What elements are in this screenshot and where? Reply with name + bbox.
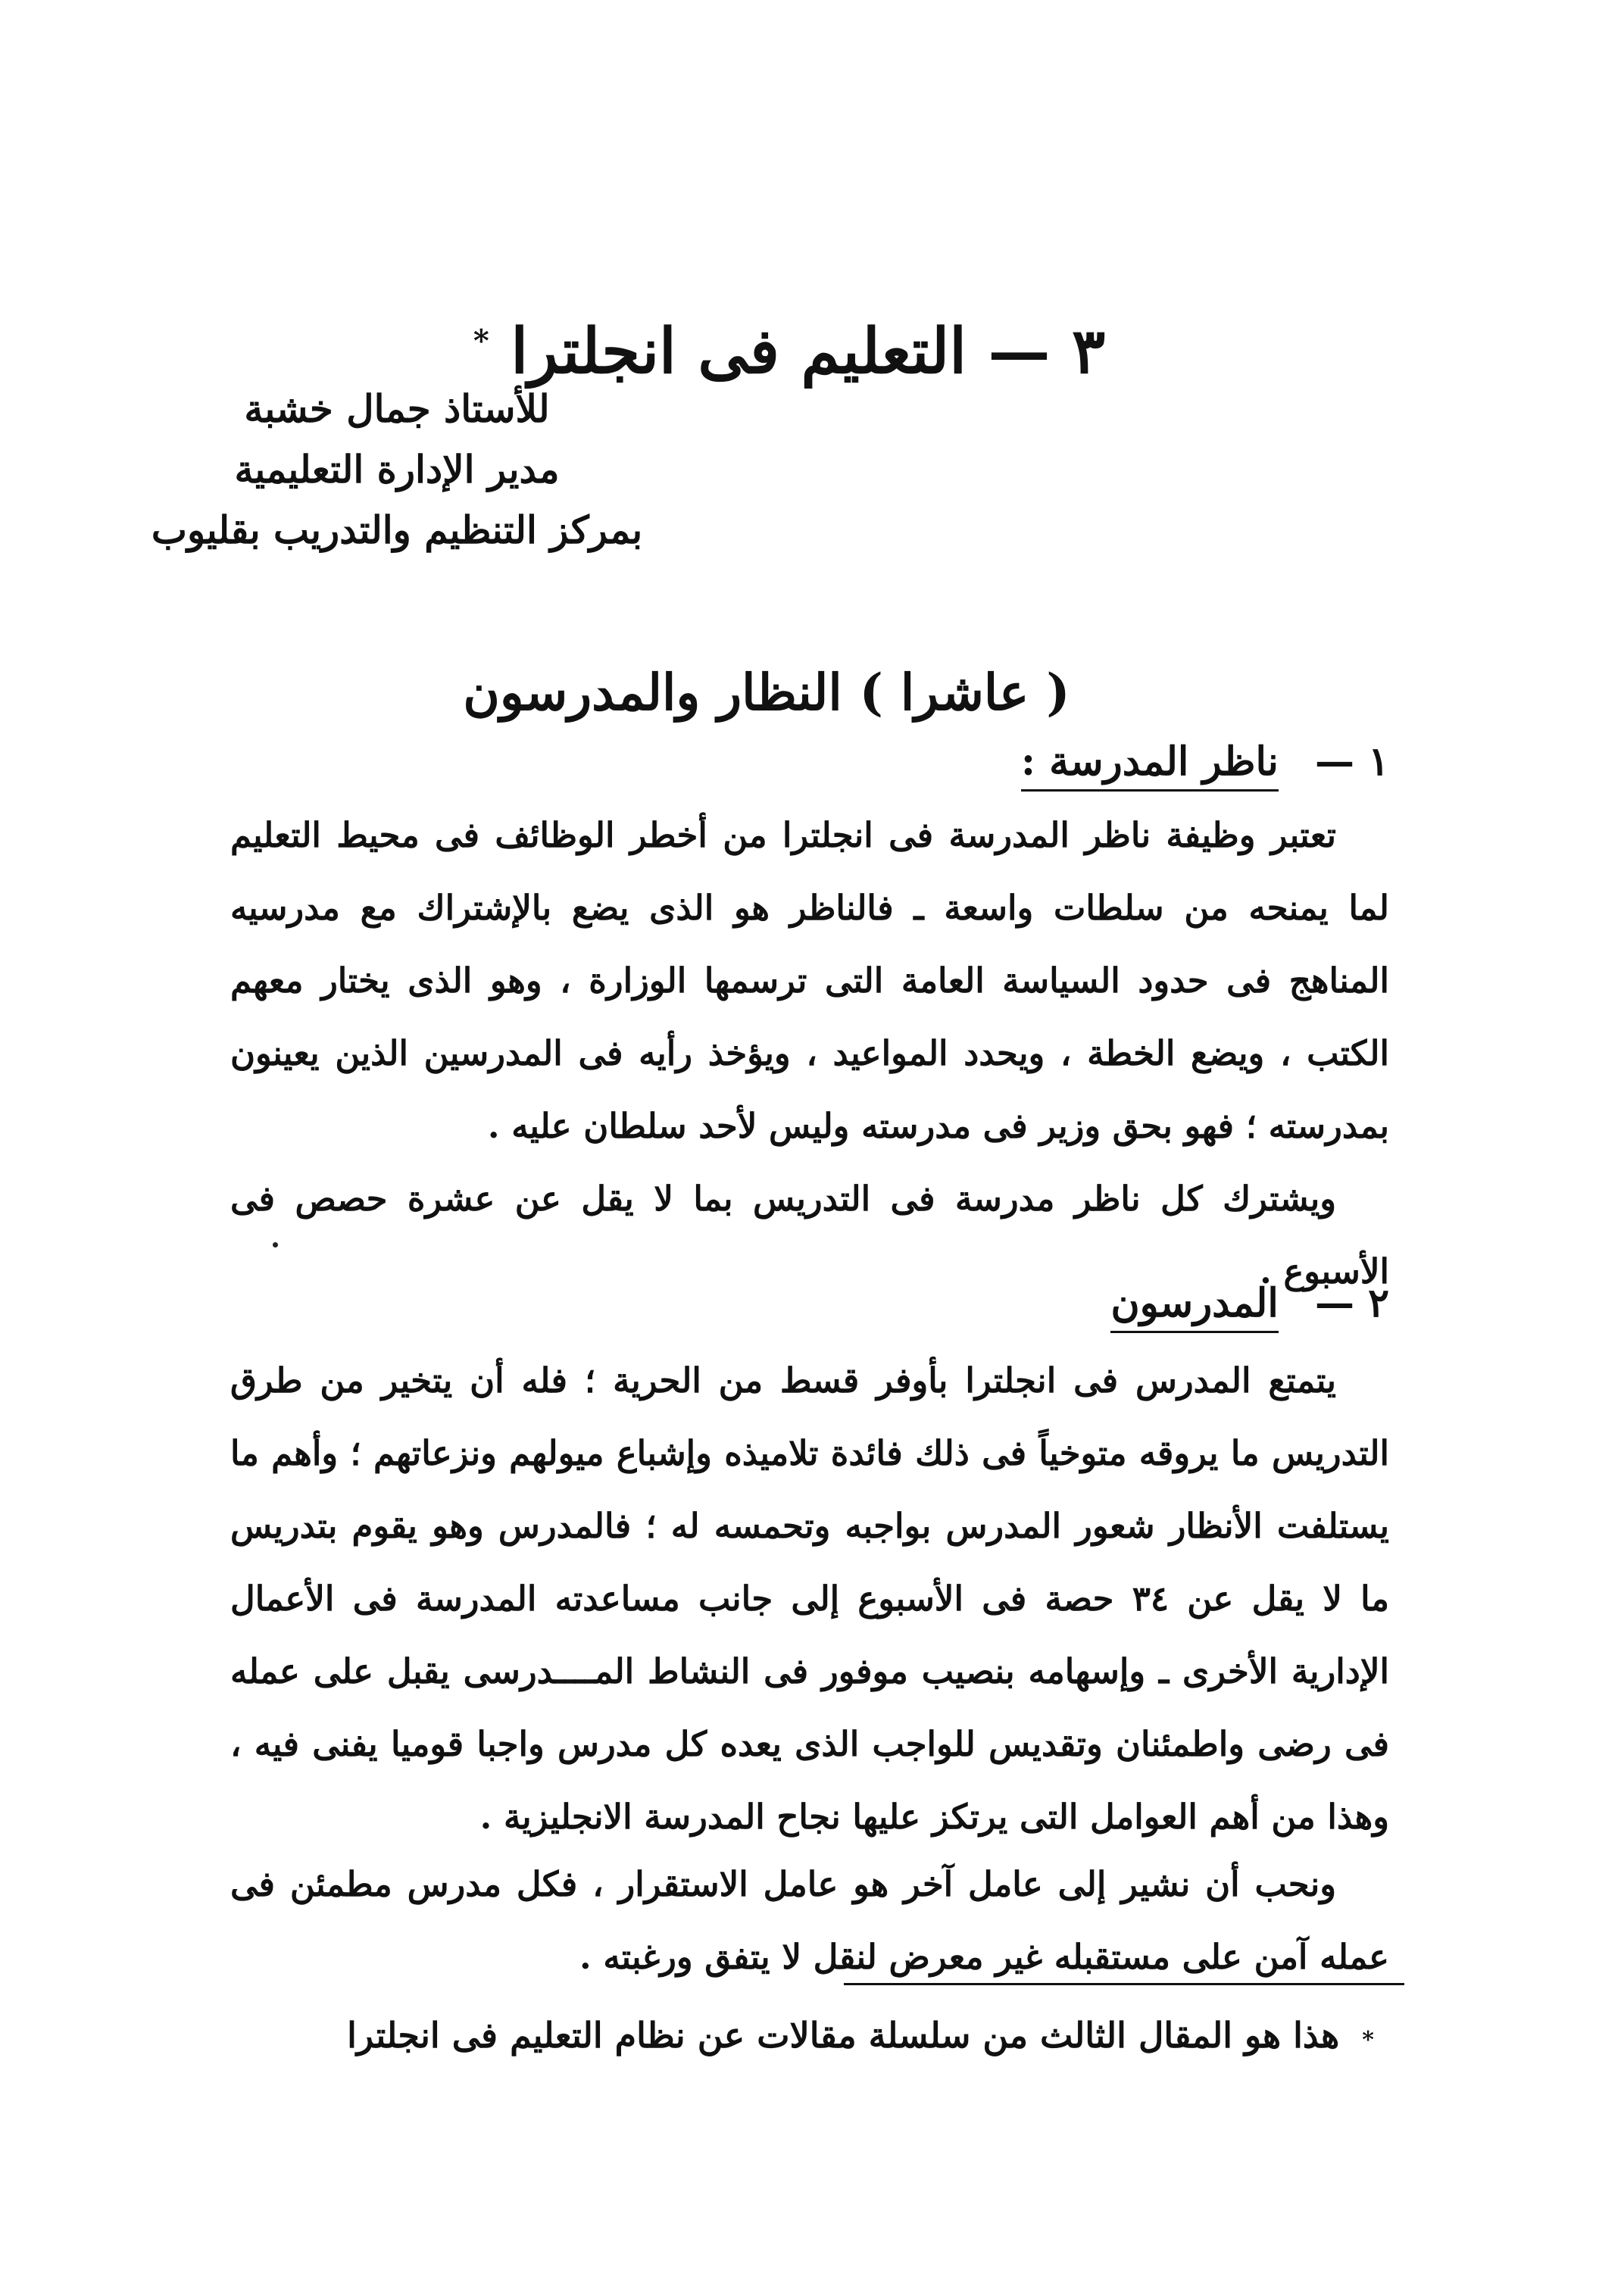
paragraph-text: تعتبر وظيفة ناظر المدرسة فى انجلترا من أخطر الوظائف فى محيط التعليم لما يمنحه من سلطات واسعة ـ فالناظر هو الذى يضع بالإشتراك مع مدرسيه المناهج فى حدود السياسة العامة التى ترسمها الوزارة ، وهو الذى يختار معهم الكتب ، ويضع الخطة ، ويحدد المواعيد ، ويؤخذ رأيه فى المدرسين الذين يعينون بمدرسته ؛ فهو بحق وزير فى مدرسته وليس لأحد سلطان عليه . [230, 815, 1389, 1146]
author-byline [56, 379, 738, 561]
paragraph-teachers-stability [230, 1848, 1389, 1994]
paragraph-text: يتمتع المدرس فى انجلترا بأوفر قسط من الحرية ؛ فله أن يتخير من طرق التدريس ما يروقه متوخياً فى ذلك فائدة تلاميذه وإشباع ميولهم ونزعاتهم ؛ وأهم ما يستلفت الأنظار شعور المدرس بواجبه وتحمسه له ؛ فالمدرس وهو يقوم بتدريس ما لا يقل عن ٣٤ حصة فى الأسبوع إلى جانب مساعدته المدرسة فى الأعمال الإدارية الأخرى ـ وإسهامه بنصيب موفور فى النشاط المــــدرسى يقبل على عمله فى رضى واطمئنان وتقديس للواجب الذى يعده كل مدرس واجبا قوميا يفنى فيه ، وهذا من أهم العوامل التى يرتكز عليها نجاح المدرسة الانجليزية . [230, 1360, 1389, 1837]
article-title [0, 314, 1624, 389]
footnote-mark: * [1362, 2027, 1374, 2053]
author-name: للأستاذ جمال خشبة [244, 386, 550, 431]
subsection-number: ٢ — [1314, 1280, 1389, 1326]
author-position: مدير الإدارة التعليمية [234, 447, 560, 492]
author-affiliation: بمركز التنظيم والتدريب بقليوب [151, 507, 643, 552]
title-footnote-mark: * [473, 323, 489, 359]
subsection-heading-principal [1021, 738, 1389, 785]
print-speck [273, 1242, 278, 1247]
article-title-text: ٣ — التعليم فى انجلترا [511, 314, 1106, 388]
subsection-label: المدرسون [1110, 1280, 1278, 1333]
subsection-label: ناظر المدرسة : [1021, 738, 1279, 792]
paragraph-principal-role [230, 799, 1389, 1163]
paragraph-text: ويشترك كل ناظر مدرسة فى التدريس بما لا يقل عن عشرة حصص فى الأسبوع . [230, 1179, 1389, 1291]
paragraph-teachers-freedom [230, 1344, 1389, 1853]
paragraph-text: ونحب أن نشير إلى عامل آخر هو عامل الاستقرار ، فكل مدرس مطمئن فى عمله آمن على مستقبله غير معرض لنقل لا يتفق ورغبته . [230, 1864, 1389, 1977]
footnote [347, 2015, 1374, 2056]
footnote-text: هذا هو المقال الثالث من سلسلة مقالات عن نظام التعليم فى انجلترا [347, 2015, 1340, 2056]
subsection-heading-teachers [1110, 1280, 1389, 1326]
footnote-divider [844, 1983, 1404, 1985]
section-heading: ( عاشرا ) النظار والمدرسون [463, 662, 1070, 722]
subsection-number: ١ — [1314, 738, 1389, 785]
